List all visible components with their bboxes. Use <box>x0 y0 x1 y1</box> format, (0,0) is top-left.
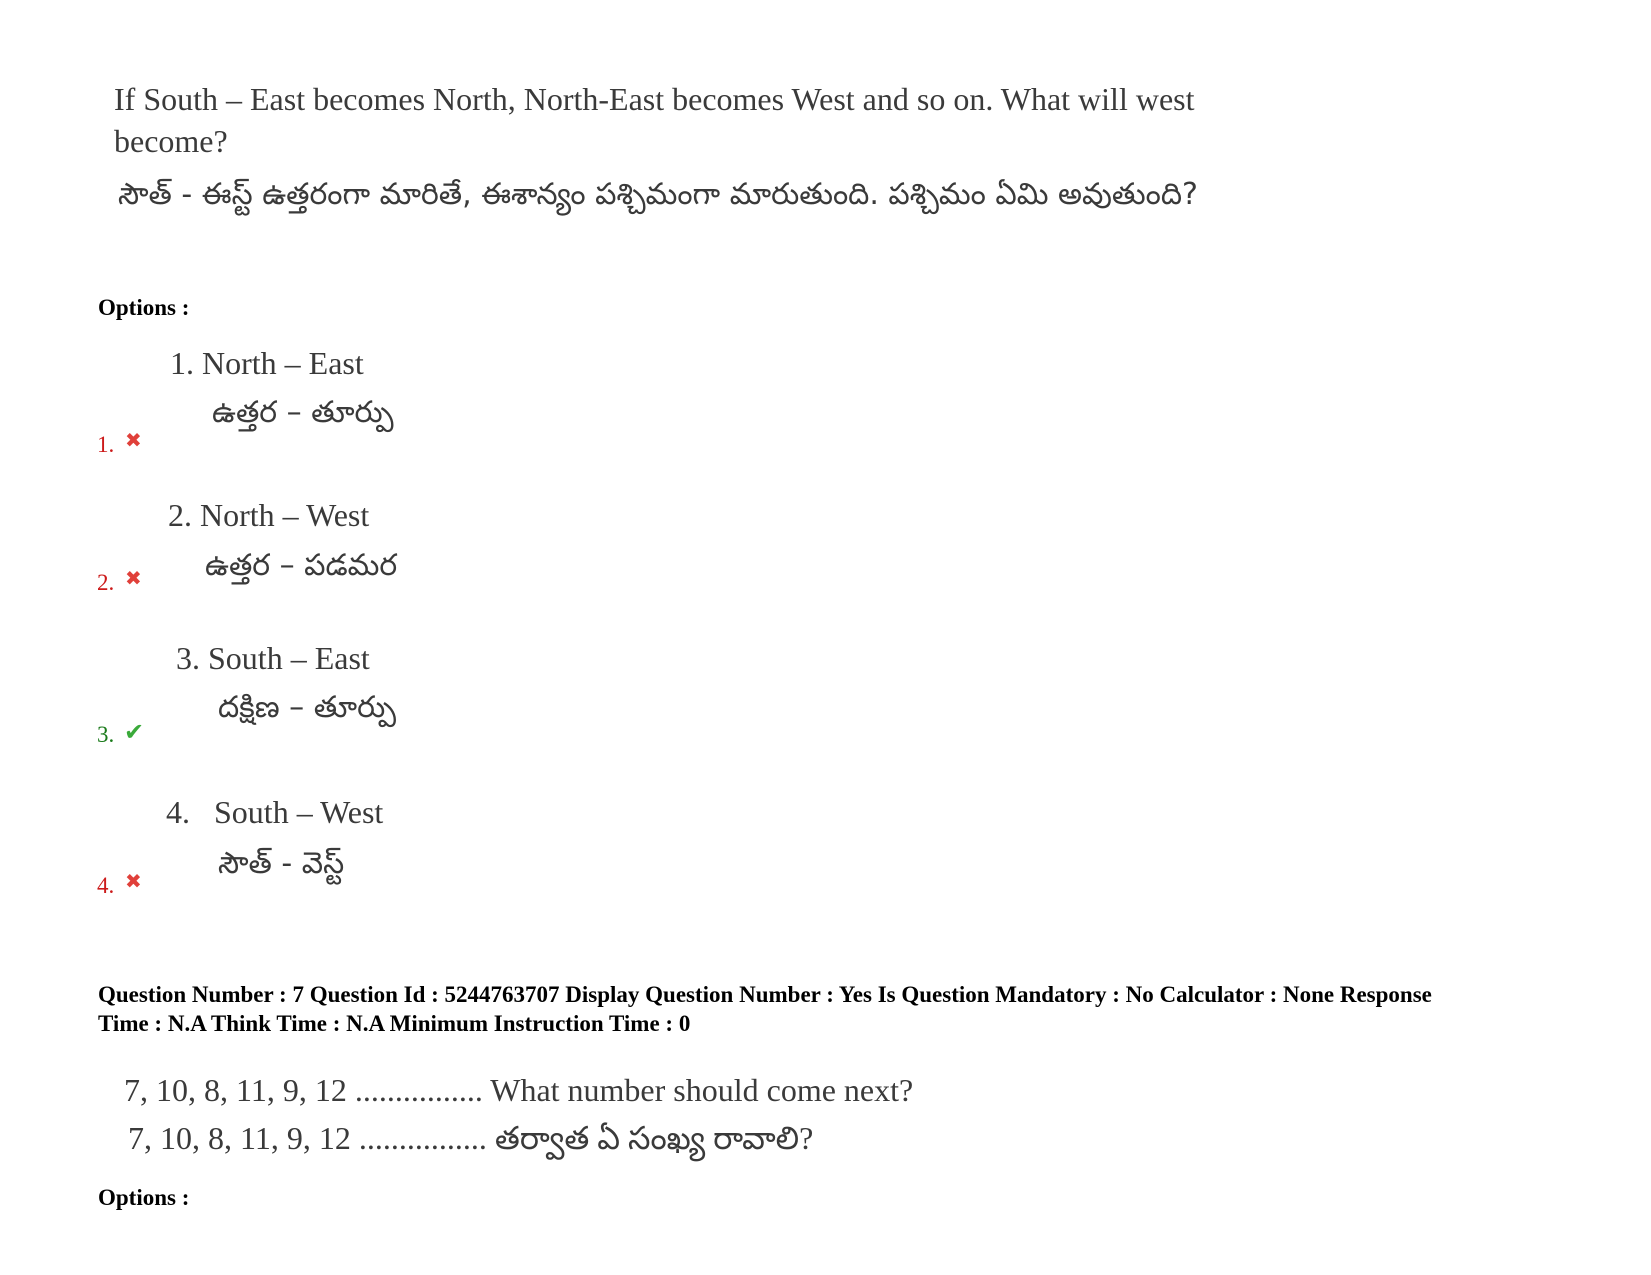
options-label: Options : <box>98 1185 190 1210</box>
question-text-english: If South – East becomes North, North-East becomes West and so on. What will west become? <box>114 81 1195 159</box>
question-metadata-line-2: Time : N.A Think Time : N.A Minimum Instruction Time : 0 <box>98 1011 691 1036</box>
options-label: Options : <box>98 295 190 320</box>
wrong-mark-icon: ✖ <box>125 566 142 590</box>
option-2-english: 2. North – West <box>168 497 370 533</box>
wrong-mark-icon: ✖ <box>125 428 142 452</box>
option-4-english: 4. South – West <box>166 794 384 830</box>
question-text-telugu: 7, 10, 8, 11, 9, 12 ................ తర్వాత ఏ సంఖ్య రావాలి? <box>128 1120 814 1156</box>
wrong-mark-icon: ✖ <box>125 869 142 893</box>
option-3-number: 3. <box>97 722 115 747</box>
question-text-telugu: సౌత్ - ఈస్ట్ ఉత్తరంగా మారితే, ఈశాన్యం పశ్చిమంగా మారుతుంది. పశ్చిమం ఏమి అవుతుంది? <box>118 177 1198 212</box>
option-4-number: 4. <box>97 873 115 898</box>
option-2-telugu: ఉత్తర – పడమర <box>205 548 398 583</box>
option-1-english: 1. North – East <box>170 345 364 381</box>
option-4-telugu: సౌత్ - వెస్ట్ <box>218 846 345 881</box>
option-1-telugu: ఉత్తర – తూర్పు <box>212 395 394 430</box>
option-1-number: 1. <box>97 432 115 457</box>
question-text-english: 7, 10, 8, 11, 9, 12 ................ What number should come next? <box>124 1072 914 1108</box>
option-2-number: 2. <box>97 570 115 595</box>
option-3-telugu: దక్షిణ – తూర్పు <box>218 690 397 725</box>
question-metadata-line-1: Question Number : 7 Question Id : 5244763707 Display Question Number : Yes Is Question Mandatory : No Calculator : None Response <box>98 982 1432 1007</box>
correct-mark-icon: ✔ <box>124 718 145 746</box>
question-metadata <box>98 980 1568 1038</box>
option-3-english: 3. South – East <box>176 640 370 676</box>
